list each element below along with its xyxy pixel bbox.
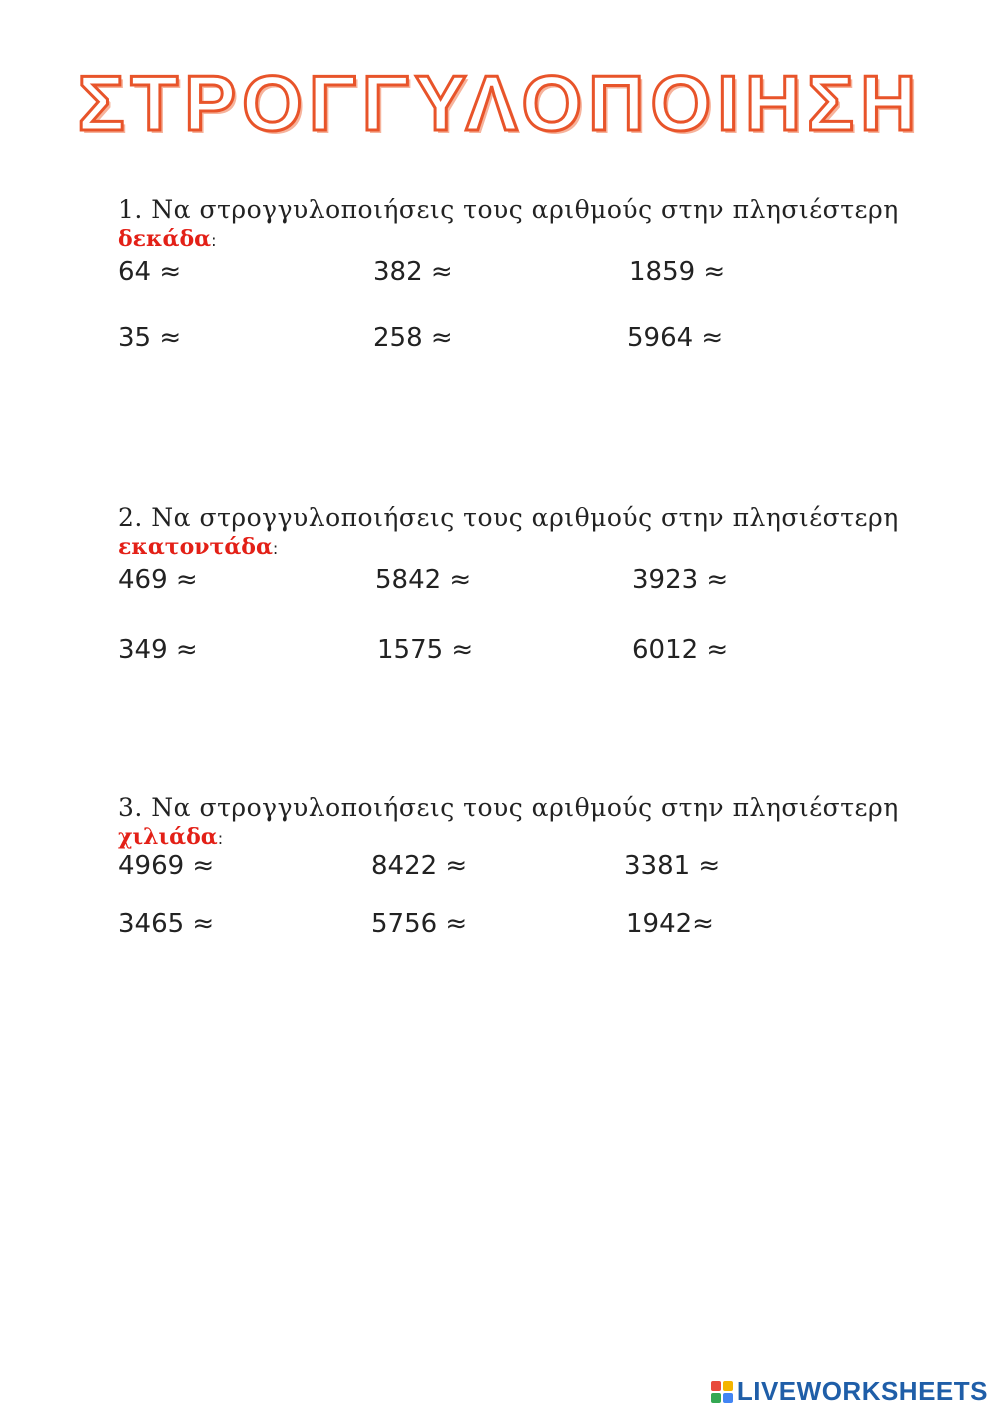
liveworksheets-logo-icon	[711, 1381, 733, 1403]
exercise-target-line	[118, 533, 898, 561]
answer-row	[118, 323, 898, 353]
logo-square	[723, 1393, 733, 1403]
exercise-1	[118, 195, 898, 353]
answer-row	[118, 257, 898, 287]
target-colon: :	[272, 539, 279, 558]
rounding-target: εκατοντάδα	[118, 534, 273, 560]
number-item[interactable]: 5756 ≈	[371, 909, 468, 939]
answer-row	[118, 635, 898, 665]
logo-square	[711, 1393, 721, 1403]
number-item[interactable]: 5842 ≈	[375, 565, 472, 595]
exercise-target-line	[118, 225, 898, 253]
exercise-2	[118, 503, 898, 665]
number-item[interactable]: 1575 ≈	[377, 635, 474, 665]
rounding-target: χιλιάδα	[118, 824, 218, 850]
answer-row	[118, 565, 898, 595]
answer-row	[118, 851, 898, 881]
number-item[interactable]: 3465 ≈	[118, 909, 215, 939]
number-item[interactable]: 469 ≈	[118, 565, 198, 595]
answer-row	[118, 909, 898, 939]
exercise-prompt: 2. Να στρογγυλοποιήσεις τους αριθμούς στην πλησιέστερη	[118, 503, 899, 532]
exercise-prompt: 1. Να στρογγυλοποιήσεις τους αριθμούς στην πλησιέστερη	[118, 195, 899, 224]
number-item[interactable]: 35 ≈	[118, 323, 182, 353]
number-item[interactable]: 3923 ≈	[632, 565, 729, 595]
number-item[interactable]: 5964 ≈	[627, 323, 724, 353]
number-item[interactable]: 6012 ≈	[632, 635, 729, 665]
number-item[interactable]: 1859 ≈	[629, 257, 726, 287]
target-colon: :	[217, 829, 224, 848]
exercise-3	[118, 793, 898, 939]
number-item[interactable]: 349 ≈	[118, 635, 198, 665]
brand-wordmark: LIVEWORKSHEETS	[736, 1376, 988, 1406]
number-item[interactable]: 1942≈	[626, 909, 714, 939]
exercise-prompt: 3. Να στρογγυλοποιήσεις τους αριθμούς στην πλησιέστερη	[118, 793, 899, 822]
worksheet-title: ΣΤΡΟΓΓΥΛΟΠΟΙΗΣΗ	[77, 59, 923, 147]
number-item[interactable]: 258 ≈	[373, 323, 453, 353]
logo-square	[723, 1381, 733, 1391]
number-item[interactable]: 3381 ≈	[624, 851, 721, 881]
number-item[interactable]: 8422 ≈	[371, 851, 468, 881]
target-colon: :	[211, 231, 217, 250]
number-item[interactable]: 64 ≈	[118, 257, 182, 287]
liveworksheets-footer	[711, 1376, 988, 1407]
number-item[interactable]: 4969 ≈	[118, 851, 215, 881]
logo-square	[711, 1381, 721, 1391]
exercise-target-line	[118, 823, 898, 851]
rounding-target: δεκάδα	[118, 226, 212, 252]
number-item[interactable]: 382 ≈	[373, 257, 453, 287]
